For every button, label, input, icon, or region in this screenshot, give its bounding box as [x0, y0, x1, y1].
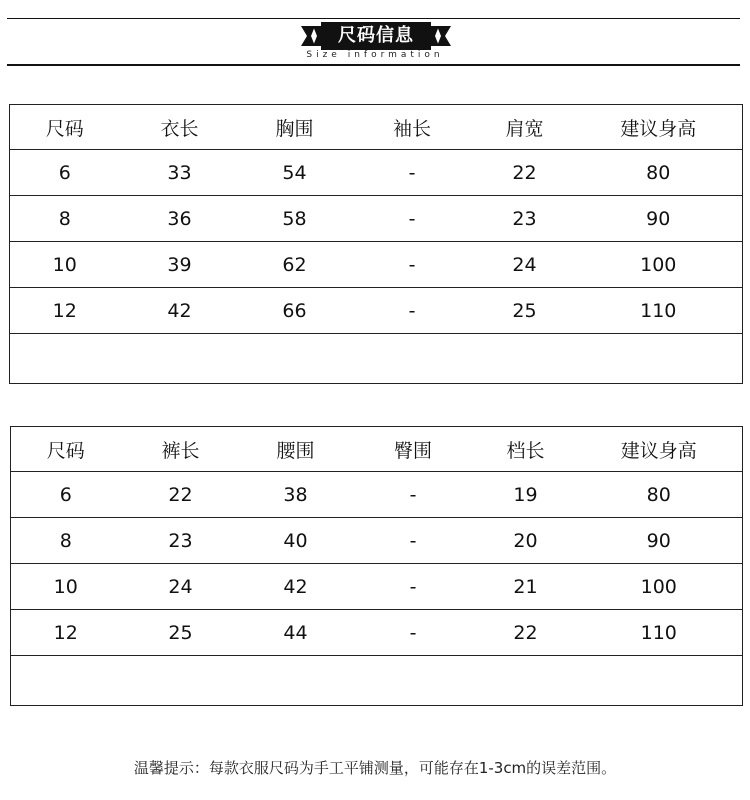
blank-cell — [11, 656, 743, 706]
table-cell: 6 — [10, 150, 120, 196]
table-cell: 20 — [476, 518, 576, 564]
table-cell: 25 — [475, 288, 575, 334]
table-cell: 22 — [121, 472, 241, 518]
table-cell: 23 — [121, 518, 241, 564]
table-blank-row — [11, 656, 743, 706]
table-cell: 21 — [476, 564, 576, 610]
table-cell: 39 — [120, 242, 240, 288]
table-row — [10, 242, 743, 288]
table-cell: 58 — [240, 196, 350, 242]
table-cell: 40 — [241, 518, 351, 564]
table-blank-row — [10, 334, 743, 384]
table-cell: - — [351, 564, 476, 610]
table-cell: 8 — [10, 196, 120, 242]
page-subtitle: Size information — [306, 50, 444, 60]
table-row — [11, 472, 743, 518]
table-cell: 8 — [11, 518, 121, 564]
table-cell: 44 — [241, 610, 351, 656]
column-header: 胸围 — [240, 105, 350, 150]
table-cell: 33 — [120, 150, 240, 196]
table-cell: 36 — [120, 196, 240, 242]
table-cell: 24 — [475, 242, 575, 288]
title-banner — [301, 22, 451, 50]
column-header: 腰围 — [241, 427, 351, 472]
table-cell: 62 — [240, 242, 350, 288]
table-cell: 24 — [121, 564, 241, 610]
table-cell: 10 — [10, 242, 120, 288]
column-header: 建议身高 — [576, 427, 743, 472]
table-cell: 90 — [576, 518, 743, 564]
table-cell: - — [350, 242, 475, 288]
page-title: 尺码信息 — [338, 25, 414, 46]
column-header: 建议身高 — [575, 105, 743, 150]
table-row — [10, 288, 743, 334]
measurement-note: 温馨提示：每款衣服尺码为手工平铺测量，可能存在1-3cm的误差范围。 — [133, 759, 617, 777]
table-cell: 23 — [475, 196, 575, 242]
blank-cell — [10, 334, 743, 384]
table-cell: 25 — [121, 610, 241, 656]
table-header-row — [10, 105, 743, 150]
table-cell: 38 — [241, 472, 351, 518]
top-size-table — [9, 104, 743, 384]
table-row — [11, 564, 743, 610]
table-cell: 42 — [120, 288, 240, 334]
table-cell: 19 — [476, 472, 576, 518]
table-row — [10, 150, 743, 196]
table-cell: 80 — [576, 472, 743, 518]
column-header: 袖长 — [350, 105, 475, 150]
table-cell: 110 — [575, 288, 743, 334]
table-cell: - — [351, 472, 476, 518]
table-cell: 6 — [11, 472, 121, 518]
column-header: 尺码 — [10, 105, 120, 150]
table-row — [11, 610, 743, 656]
top-divider — [7, 18, 740, 19]
table-cell: 22 — [476, 610, 576, 656]
column-header: 肩宽 — [475, 105, 575, 150]
table-cell: 80 — [575, 150, 743, 196]
table-cell: 100 — [575, 242, 743, 288]
table-cell: 12 — [10, 288, 120, 334]
table-cell: 42 — [241, 564, 351, 610]
table-cell: - — [351, 610, 476, 656]
table-cell: - — [350, 150, 475, 196]
column-header: 裤长 — [121, 427, 241, 472]
table-cell: - — [350, 196, 475, 242]
table-cell: 10 — [11, 564, 121, 610]
column-header: 衣长 — [120, 105, 240, 150]
table-cell: 12 — [11, 610, 121, 656]
table-row — [11, 518, 743, 564]
table-cell: 110 — [576, 610, 743, 656]
table-row — [10, 196, 743, 242]
column-header: 尺码 — [11, 427, 121, 472]
table-cell: 90 — [575, 196, 743, 242]
table-cell: 100 — [576, 564, 743, 610]
table-cell: - — [350, 288, 475, 334]
table-cell: 22 — [475, 150, 575, 196]
table-cell: 66 — [240, 288, 350, 334]
header-divider — [7, 64, 740, 66]
table-cell: 54 — [240, 150, 350, 196]
column-header: 臀围 — [351, 427, 476, 472]
table-cell: - — [351, 518, 476, 564]
bottom-size-table — [10, 426, 743, 706]
column-header: 档长 — [476, 427, 576, 472]
table-header-row — [11, 427, 743, 472]
